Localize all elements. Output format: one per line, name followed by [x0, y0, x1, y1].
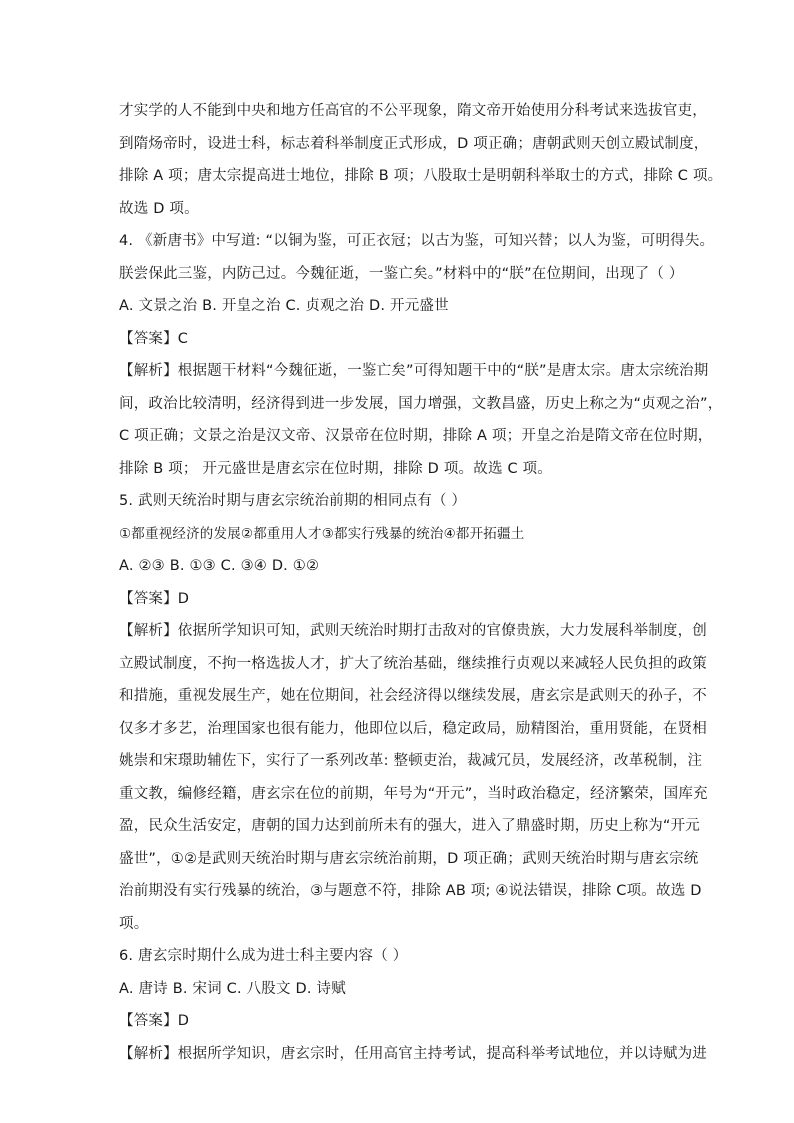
question-5-analysis: 重文教，编修经籍，唐玄宗在位的前期，年号为“开元”，当时政治稳定，经济繁荣，国库充	[119, 785, 708, 802]
text-line: 故选 D 项。	[119, 200, 199, 217]
question-5-analysis: 盛世”，①②是武则天统治时期与唐玄宗统治前期，D 项正确；武则天统治时期与唐玄宗统	[119, 850, 699, 867]
question-6-stem: 6. 唐玄宗时期什么成为进士科主要内容（ ）	[119, 948, 408, 964]
text-line: 到隋炀帝时，设进士科，标志着科举制度正式形成，D 项正确；唐朝武则天创立殿试制度，	[119, 135, 709, 152]
question-5-items: ①都重视经济的发展②都重用人才③都实行残暴的统治④都开拓疆土	[119, 525, 525, 542]
text-line: 排除 A 项；唐太宗提高进士地位，排除 B 项；八股取士是明朝科举取士的方式，排除 C 项。	[119, 168, 723, 184]
question-4-stem: 朕尝保此三鉴，内防己过。今魏征逝，一鉴亡矣。”材料中的“朕”在位期间，出现了（ ）	[119, 265, 684, 282]
question-5-analysis: 【解析】依据所学知识可知，武则天统治时期打击敌对的官僚贵族，大力发展科举制度，创	[119, 623, 707, 639]
question-4-answer: 【答案】C	[119, 330, 189, 347]
question-5-answer: 【答案】D	[119, 590, 190, 607]
question-4-analysis: 【解析】根据题干材料“今魏征逝，一鉴亡矣”可得知题干中的“朕”是唐太宗。唐太宗统治期	[119, 363, 709, 379]
question-5-options: A. ②③ B. ①③ C. ③④ D. ①②	[119, 558, 320, 574]
text-line: 才实学的人不能到中央和地方任高官的不公平现象，隋文帝开始使用分科考试来选拔官吏，	[119, 103, 707, 119]
question-5-stem: 5. 武则天统治时期与唐玄宗统治前期的相同点有（ ）	[119, 493, 467, 509]
question-5-analysis: 立殿试制度，不拘一格选拔人才，扩大了统治基础，继续推行贞观以来减轻人民负担的政策	[119, 655, 707, 672]
document-page	[119, 95, 723, 1070]
question-4-analysis: 排除 B 项； 开元盛世是唐玄宗在位时期，排除 D 项。故选 C 项。	[119, 460, 552, 477]
question-5-analysis: 姚崇和宋璟助辅佐下，实行了一系列改革: 整顿吏治，裁减冗员，发展经济，改革税制，注	[119, 753, 703, 769]
question-4-analysis: C 项正确；文景之治是汉文帝、汉景帝在位时期，排除 A 项；开皇之治是隋文帝在位时期，	[119, 428, 713, 444]
question-6-options: A. 唐诗 B. 宋词 C. 八股文 D. 诗赋	[119, 980, 346, 997]
question-5-analysis: 盈，民众生活安定，唐朝的国力达到前所未有的强大，进入了鼎盛时期，历史上称为“开元	[119, 818, 701, 834]
question-6-analysis: 【解析】根据所学知识，唐玄宗时，任用高官主持考试，提高科举考试地位，并以诗赋为进	[119, 1045, 707, 1062]
question-5-analysis: 项。	[119, 915, 149, 932]
question-5-analysis: 治前期没有实行残暴的统治，③与题意不符，排除 AB 项; ④说法错误，排除 C项。故选 D	[119, 883, 702, 899]
question-5-analysis: 和措施，重视发展生产，她在位期间，社会经济得以继续发展，唐玄宗是武则天的孙子，不	[119, 688, 707, 704]
question-4-options: A. 文景之治 B. 开皇之治 C. 贞观之治 D. 开元盛世	[119, 298, 449, 314]
question-5-analysis: 仅多才多艺，治理国家也很有能力，他即位以后，稳定政局，励精图治，重用贤能，在贤相	[119, 720, 707, 737]
question-6-answer: 【答案】D	[119, 1013, 190, 1029]
question-4-stem: 4. 《新唐书》中写道: “以铜为鉴，可正衣冠；以古为鉴，可知兴替；以人为鉴，可明得失。	[119, 233, 715, 249]
question-4-analysis: 间，政治比较清明，经济得到进一步发展，国力增强，文教昌盛，历史上称之为“贞观之治”，	[119, 395, 723, 412]
